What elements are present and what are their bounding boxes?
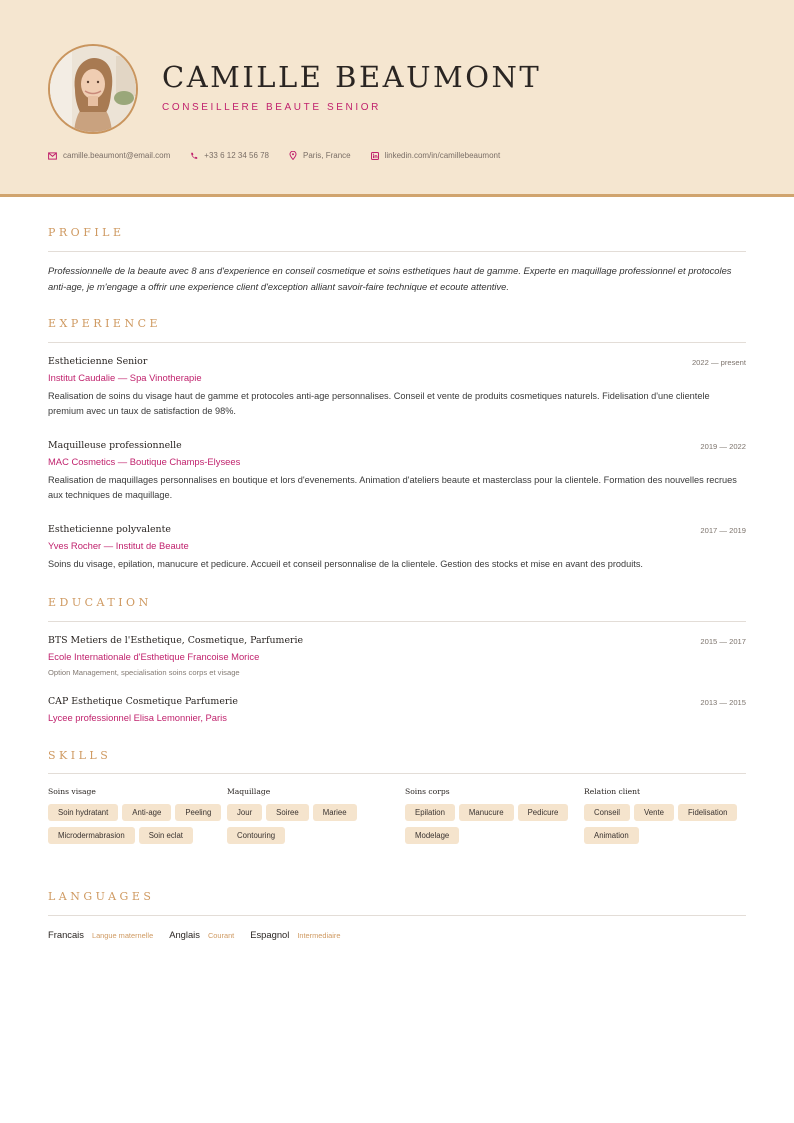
job-dates: 2019 — 2022 <box>700 442 746 451</box>
skill-tag: Soiree <box>266 804 309 821</box>
phone-icon <box>190 152 198 160</box>
languages-heading: LANGUAGES <box>48 890 155 903</box>
resume-header <box>0 0 794 197</box>
skill-tag: Anti-age <box>122 804 171 821</box>
experience-entry <box>48 356 746 416</box>
profile-summary: Professionnelle de la beaute avec 8 ans d'experience en conseil cosmetique et soins esthetiques haut de gamme. Experte en maquillage professionnel et protocoles anti-age, je m'engage a offrir une experience client d'exception alliant savoir-faire technique et ecoute attentive. <box>48 265 732 292</box>
skill-tags <box>48 804 224 844</box>
skill-tag: Animation <box>584 827 639 844</box>
contact-email[interactable] <box>48 151 170 160</box>
avatar <box>48 44 138 134</box>
skill-tag: Modelage <box>405 827 459 844</box>
skill-tag: Fidelisation <box>678 804 737 821</box>
candidate-name: CAMILLE BEAUMONT <box>162 60 542 94</box>
contact-phone-text: +33 6 12 34 56 78 <box>204 151 270 160</box>
language-level: Intermediaire <box>297 931 341 940</box>
divider <box>48 621 746 622</box>
job-employer: Yves Rocher — Institut de Beaute <box>48 540 189 551</box>
education-dates: 2015 — 2017 <box>700 637 746 646</box>
skill-group-title: Relation client <box>584 787 641 796</box>
job-role: Estheticienne polyvalente <box>48 524 171 535</box>
skill-tag: Conseil <box>584 804 630 821</box>
skill-tag: Jour <box>227 804 262 821</box>
skill-tag: Manucure <box>459 804 514 821</box>
language-name: Anglais <box>169 929 200 940</box>
job-dates: 2017 — 2019 <box>700 526 746 535</box>
skill-tag: Mariee <box>313 804 357 821</box>
experience-entry <box>48 440 746 500</box>
skill-tag: Peeling <box>175 804 221 821</box>
job-title: CONSEILLERE BEAUTE SENIOR <box>162 102 381 113</box>
job-employer: Institut Caudalie — Spa Vinotherapie <box>48 372 202 383</box>
skill-group-title: Soins visage <box>48 787 96 796</box>
education-entry <box>48 696 746 723</box>
skills-heading: SKILLS <box>48 749 112 762</box>
skill-tags <box>405 804 581 844</box>
skill-tag: Pedicure <box>518 804 569 821</box>
education-dates: 2013 — 2015 <box>700 698 746 707</box>
skill-group <box>584 787 760 840</box>
linkedin-icon <box>371 152 379 160</box>
job-role: Maquilleuse professionnelle <box>48 440 182 451</box>
job-dates: 2022 — present <box>691 358 746 367</box>
contact-location <box>289 151 351 160</box>
skill-tag: Vente <box>634 804 674 821</box>
language-name: Espagnol <box>250 929 290 940</box>
job-employer: MAC Cosmetics — Boutique Champs-Elysees <box>48 456 241 467</box>
school-name: Lycee professionnel Elisa Lemonnier, Paris <box>48 712 227 723</box>
skill-group <box>405 787 581 840</box>
contact-linkedin-text: linkedin.com/in/camillebeaumont <box>384 151 501 160</box>
language-item <box>169 929 234 940</box>
language-level: Courant <box>207 931 235 940</box>
contact-email-text: camille.beaumont@email.com <box>63 151 171 160</box>
degree-name: BTS Metiers de l'Esthetique, Cosmetique, Parfumerie <box>48 635 304 646</box>
divider <box>48 251 746 252</box>
contact-bar <box>48 151 500 160</box>
job-description: Realisation de maquillages personnalises en boutique et lors d'evenements. Animation d'ateliers beaute et masterclass pour la clientele. Formation des nouvelles recrues aux techniques de maquillage. <box>48 475 737 500</box>
contact-location-text: Paris, France <box>303 151 351 160</box>
job-description: Soins du visage, epilation, manucure et pedicure. Accueil et conseil personnalise de la clientele. Gestion des stocks et mise en avant des produits. <box>48 559 643 569</box>
job-description: Realisation de soins du visage haut de gamme et protocoles anti-age personnalises. Conseil et vente de produits cosmetiques naturels. Fidelisation d'une clientele premium avec un taux de satisfaction de 98%. <box>48 391 710 416</box>
education-entry <box>48 635 746 677</box>
experience-heading: EXPERIENCE <box>48 317 162 330</box>
education-heading: EDUCATION <box>48 596 152 609</box>
divider <box>48 773 746 774</box>
experience-entry <box>48 524 746 569</box>
divider <box>48 915 746 916</box>
contact-phone[interactable] <box>190 151 269 160</box>
skill-tags <box>227 804 403 844</box>
school-name: Ecole Internationale d'Esthetique Francoise Morice <box>48 651 260 662</box>
languages-list <box>48 929 356 940</box>
job-role: Estheticienne Senior <box>48 356 148 367</box>
language-name: Francais <box>48 929 84 940</box>
language-item <box>250 929 340 940</box>
skill-group <box>227 787 403 840</box>
skill-tag: Soin hydratant <box>48 804 118 821</box>
language-level: Langue maternelle <box>91 931 154 940</box>
skill-group <box>48 787 224 840</box>
location-pin-icon <box>289 151 297 160</box>
divider <box>48 342 746 343</box>
contact-linkedin[interactable] <box>371 151 501 160</box>
skill-group-title: Soins corps <box>405 787 450 796</box>
education-note: Option Management, specialisation soins corps et visage <box>48 668 240 677</box>
skill-group-title: Maquillage <box>227 787 271 796</box>
skill-tag: Epilation <box>405 804 455 821</box>
skill-tag: Contouring <box>227 827 285 844</box>
skill-tag: Microdermabrasion <box>48 827 135 844</box>
mail-icon <box>48 152 57 160</box>
language-item <box>48 929 153 940</box>
degree-name: CAP Esthetique Cosmetique Parfumerie <box>48 696 238 707</box>
skill-tag: Soin eclat <box>139 827 193 844</box>
skill-tags <box>584 804 760 844</box>
profile-heading: PROFILE <box>48 226 125 239</box>
